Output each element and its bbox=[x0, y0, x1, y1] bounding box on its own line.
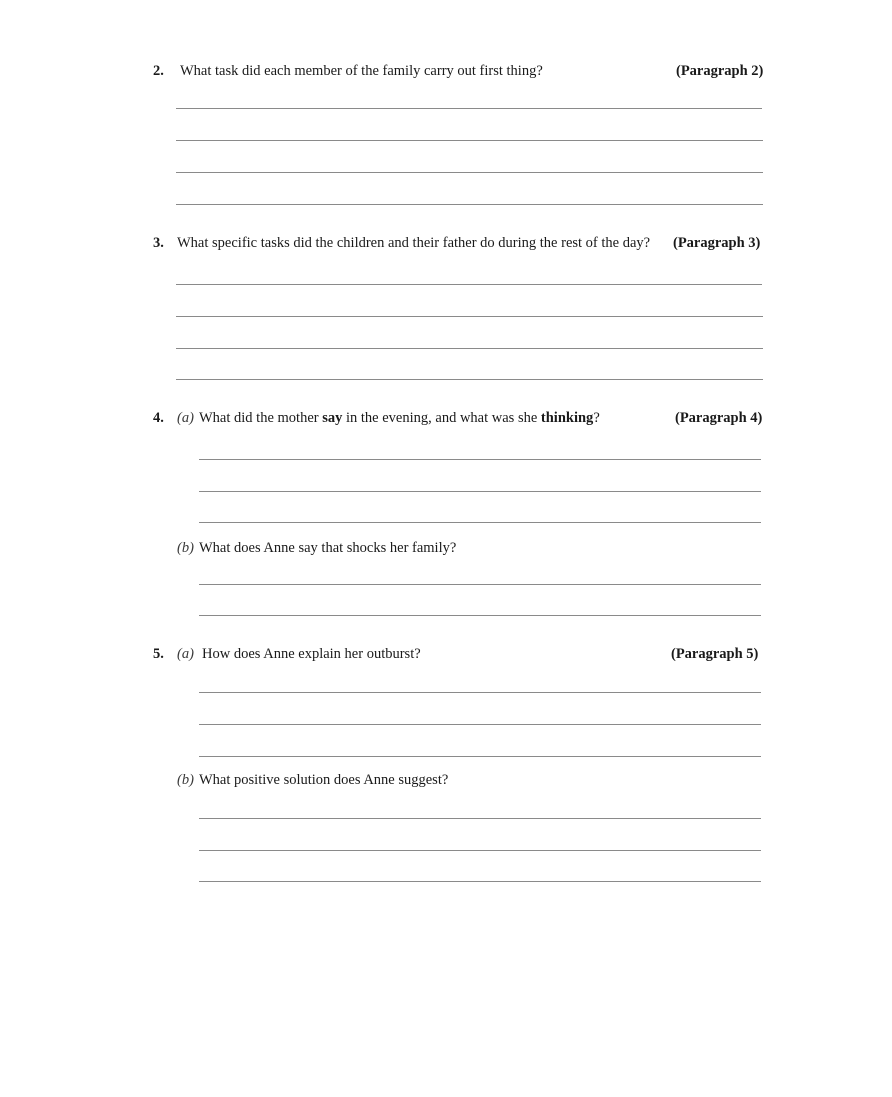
subpart-label: (a) bbox=[177, 646, 194, 662]
question-text: What positive solution does Anne suggest? bbox=[199, 772, 449, 788]
subpart-label: (a) bbox=[177, 410, 194, 426]
answer-line[interactable] bbox=[176, 172, 763, 173]
answer-line[interactable] bbox=[176, 379, 763, 380]
question-text: What specific tasks did the children and their father do during the rest of the day? bbox=[177, 235, 651, 251]
answer-line[interactable] bbox=[176, 204, 763, 205]
answer-line[interactable] bbox=[199, 881, 761, 882]
answer-line[interactable] bbox=[199, 615, 761, 616]
question-number: 3. bbox=[153, 235, 164, 251]
answer-line[interactable] bbox=[176, 348, 763, 349]
answer-line[interactable] bbox=[199, 818, 761, 819]
emphasis-say: say bbox=[322, 410, 343, 426]
answer-line[interactable] bbox=[199, 724, 761, 725]
answer-line[interactable] bbox=[176, 316, 763, 317]
question-text: How does Anne explain her outburst? bbox=[202, 646, 421, 662]
answer-line[interactable] bbox=[199, 692, 761, 693]
subpart-label: (b) bbox=[177, 540, 194, 556]
subpart-label: (b) bbox=[177, 772, 194, 788]
answer-line[interactable] bbox=[199, 522, 761, 523]
paragraph-reference: (Paragraph 2) bbox=[676, 63, 764, 79]
question-text: What did the mother say in the evening, and what was she thinking? bbox=[199, 410, 600, 426]
question-text: What does Anne say that shocks her family? bbox=[199, 540, 457, 556]
answer-line[interactable] bbox=[176, 108, 762, 109]
answer-line[interactable] bbox=[199, 491, 761, 492]
question-number: 5. bbox=[153, 646, 164, 662]
paragraph-reference: (Paragraph 3) bbox=[673, 235, 761, 251]
paragraph-reference: (Paragraph 5) bbox=[671, 646, 759, 662]
question-number: 4. bbox=[153, 410, 164, 426]
question-text: What task did each member of the family carry out first thing? bbox=[180, 63, 543, 79]
answer-line[interactable] bbox=[176, 140, 763, 141]
answer-line[interactable] bbox=[199, 850, 761, 851]
answer-line[interactable] bbox=[176, 284, 762, 285]
paragraph-reference: (Paragraph 4) bbox=[675, 410, 763, 426]
answer-line[interactable] bbox=[199, 756, 761, 757]
answer-line[interactable] bbox=[199, 459, 761, 460]
question-number: 2. bbox=[153, 63, 164, 79]
answer-line[interactable] bbox=[199, 584, 761, 585]
emphasis-thinking: thinking bbox=[540, 410, 594, 426]
